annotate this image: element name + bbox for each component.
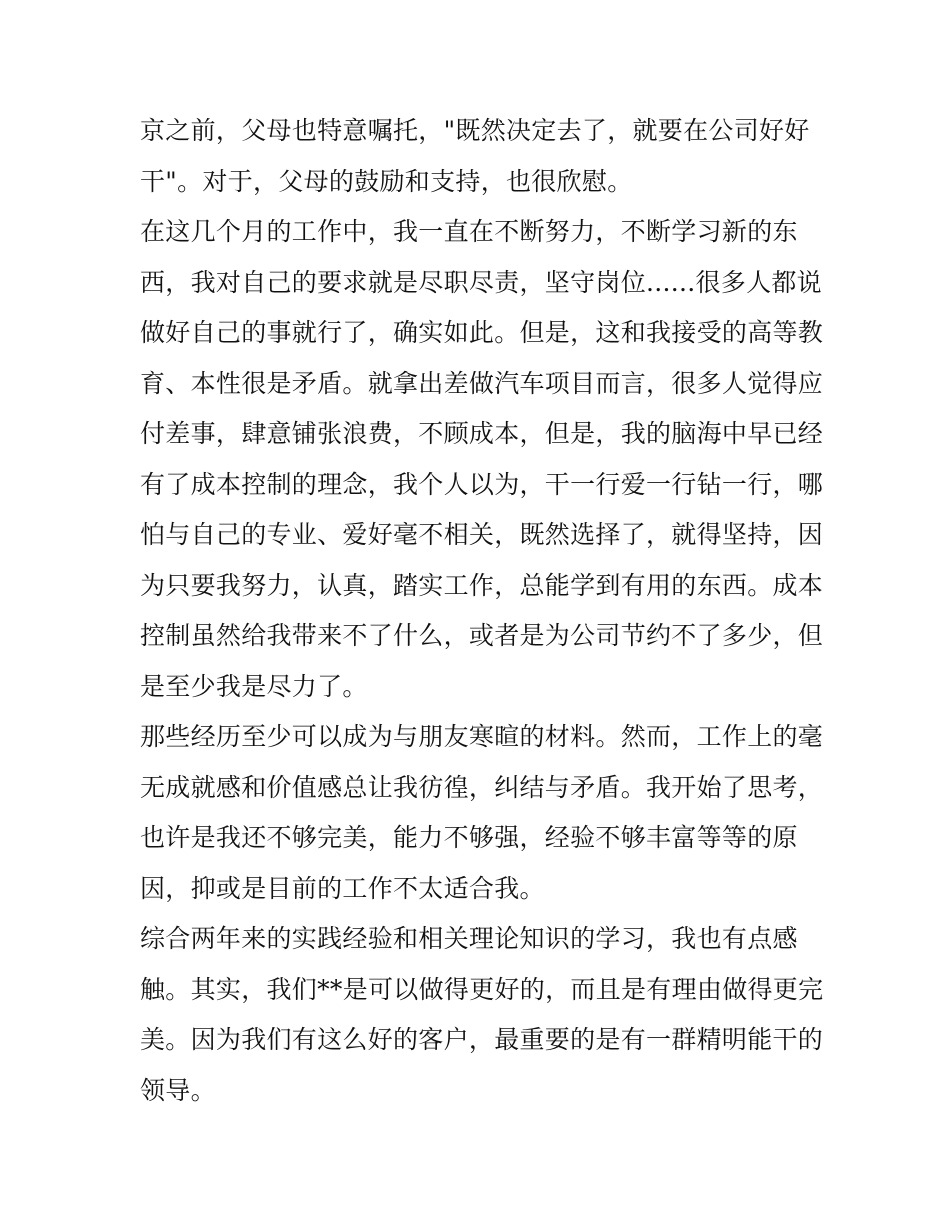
text-line: 干"。对于，父母的鼓励和支持，也很欣慰。	[140, 166, 633, 196]
text-line: 怕与自己的专业、爱好毫不相关，既然选择了，就得坚持，因	[140, 520, 824, 549]
text-line: 为只要我努力，认真，踏实工作，总能学到有用的东西。成本	[140, 570, 824, 600]
text-line: 综合两年来的实践经验和相关理论知识的学习，我也有点感	[140, 924, 798, 953]
text-line: 京之前，父母也特意嘱托，"既然决定去了，就要在公司好好	[140, 116, 810, 145]
text-line: 在这几个月的工作中，我一直在不断努力，不断学习新的东	[140, 217, 798, 246]
text-line: 控制虽然给我带来不了什么，或者是为公司节约不了多少，但	[140, 621, 824, 650]
text-line: 触。其实，我们**是可以做得更好的，而且是有理由做得更完	[140, 974, 824, 1004]
text-line: 有了成本控制的理念，我个人以为，干一行爱一行钻一行，哪	[140, 469, 824, 499]
document-body	[140, 106, 824, 1116]
text-line: 因，抑或是目前的工作不太适合我。	[140, 873, 545, 903]
text-line: 领导。	[140, 1075, 216, 1105]
text-line: 美。因为我们有这么好的客户，最重要的是有一群精明能干的	[140, 1025, 824, 1054]
text-line: 付差事，肆意铺张浪费，不顾成本，但是，我的脑海中早已经	[140, 419, 824, 448]
text-line: 做好自己的事就行了，确实如此。但是，这和我接受的高等教	[140, 318, 824, 347]
text-line: 是至少我是尽力了。	[140, 671, 368, 701]
text-line: 也许是我还不够完美，能力不够强，经验不够丰富等等的原	[140, 823, 798, 852]
text-line: 无成就感和价值感总让我彷徨，纠结与矛盾。我开始了思考，	[140, 772, 824, 802]
text-line: 西，我对自己的要求就是尽职尽责，坚守岗位......很多人都说	[140, 267, 822, 297]
text-line: 育、本性很是矛盾。就拿出差做汽车项目而言，很多人觉得应	[140, 368, 824, 398]
text-line: 那些经历至少可以成为与朋友寒暄的材料。然而，工作上的毫	[140, 722, 824, 751]
